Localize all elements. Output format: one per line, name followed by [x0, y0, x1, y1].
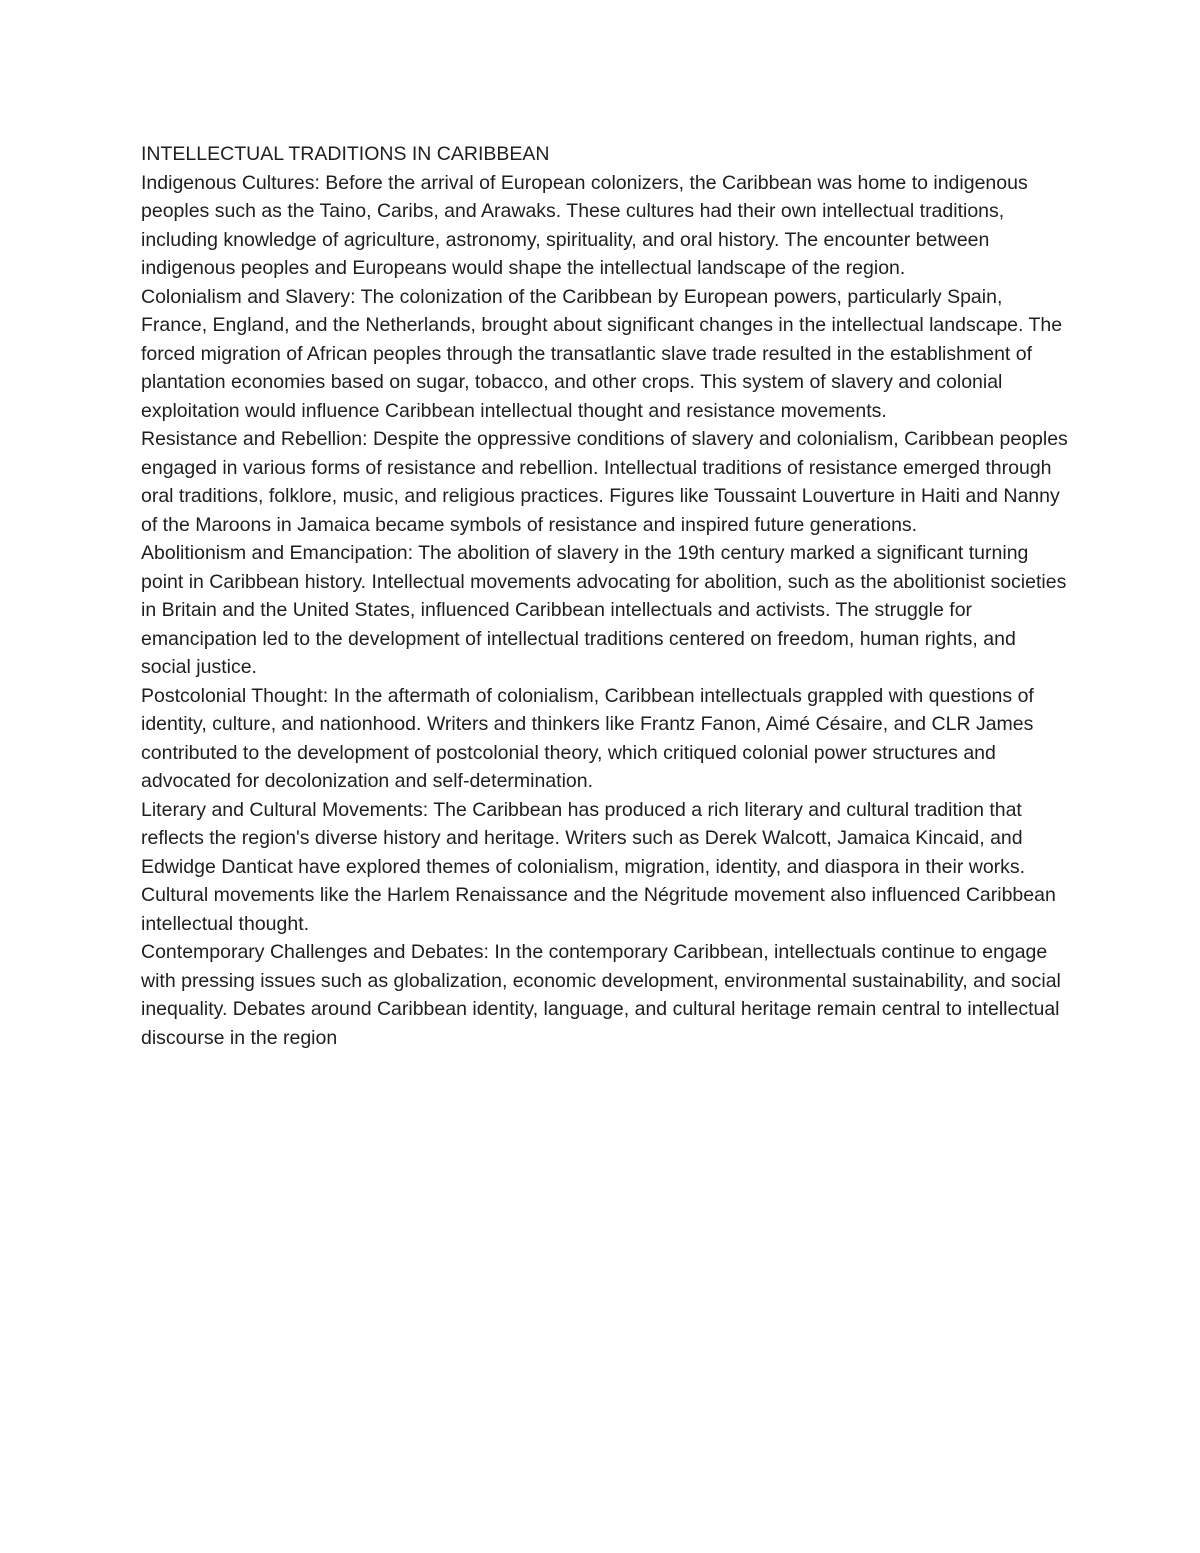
document-title: INTELLECTUAL TRADITIONS IN CARIBBEAN	[141, 143, 550, 165]
paragraph-abolitionism-and-emancipation: Abolitionism and Emancipation: The abolition of slavery in the 19th century marked a significant turning point in Caribbean history. Intellectual movements advocating for abolition, such as the abolitionist societies in Britain and the United States, influenced Caribbean intellectuals and activists. The struggle for emancipation led to the development of intellectual traditions centered on freedom, human rights, and social justice.	[141, 542, 1067, 678]
document-body	[141, 140, 1071, 1052]
paragraph-postcolonial-thought: Postcolonial Thought: In the aftermath of colonialism, Caribbean intellectuals grappled with questions of identity, culture, and nationhood. Writers and thinkers like Frantz Fanon, Aimé Césaire, and CLR James contributed to the development of postcolonial theory, which critiqued colonial power structures and advocated for decolonization and self-determination.	[141, 684, 1034, 792]
paragraph-colonialism-and-slavery: Colonialism and Slavery: The colonization of the Caribbean by European powers, particularly Spain, France, England, and the Netherlands, brought about significant changes in the intellectual landscape. The forced migration of African peoples through the transatlantic slave trade resulted in the establishment of plantation economies based on sugar, tobacco, and other crops. This system of slavery and colonial exploitation would influence Caribbean intellectual thought and resistance movements.	[141, 285, 1063, 422]
paragraph-indigenous-cultures: Indigenous Cultures: Before the arrival of European colonizers, the Caribbean was home to indigenous peoples such as the Taino, Caribs, and Arawaks. These cultures had their own intellectual traditions, including knowledge of agriculture, astronomy, spirituality, and oral history. The encounter between indigenous peoples and Europeans would shape the intellectual landscape of the region.	[141, 171, 1028, 279]
paragraph-literary-and-cultural-movements: Literary and Cultural Movements: The Caribbean has produced a rich literary and cultural tradition that reflects the region's diverse history and heritage. Writers such as Derek Walcott, Jamaica Kincaid, and Edwidge Danticat have explored themes of colonialism, migration, identity, and diaspora in their works. Cultural movements like the Harlem Renaissance and the Négritude movement also influenced Caribbean intellectual thought.	[141, 798, 1056, 935]
paragraph-contemporary-challenges: Contemporary Challenges and Debates: In the contemporary Caribbean, intellectuals continue to engage with pressing issues such as globalization, economic development, environmental sustainability, and social inequality. Debates around Caribbean identity, language, and cultural heritage remain central to intellectual discourse in the region	[141, 941, 1061, 1049]
paragraph-resistance-and-rebellion: Resistance and Rebellion: Despite the oppressive conditions of slavery and colonialism, Caribbean peoples engaged in various forms of resistance and rebellion. Intellectual traditions of resistance emerged through oral traditions, folklore, music, and religious practices. Figures like Toussaint Louverture in Haiti and Nanny of the Maroons in Jamaica became symbols of resistance and inspired future generations.	[141, 428, 1068, 536]
